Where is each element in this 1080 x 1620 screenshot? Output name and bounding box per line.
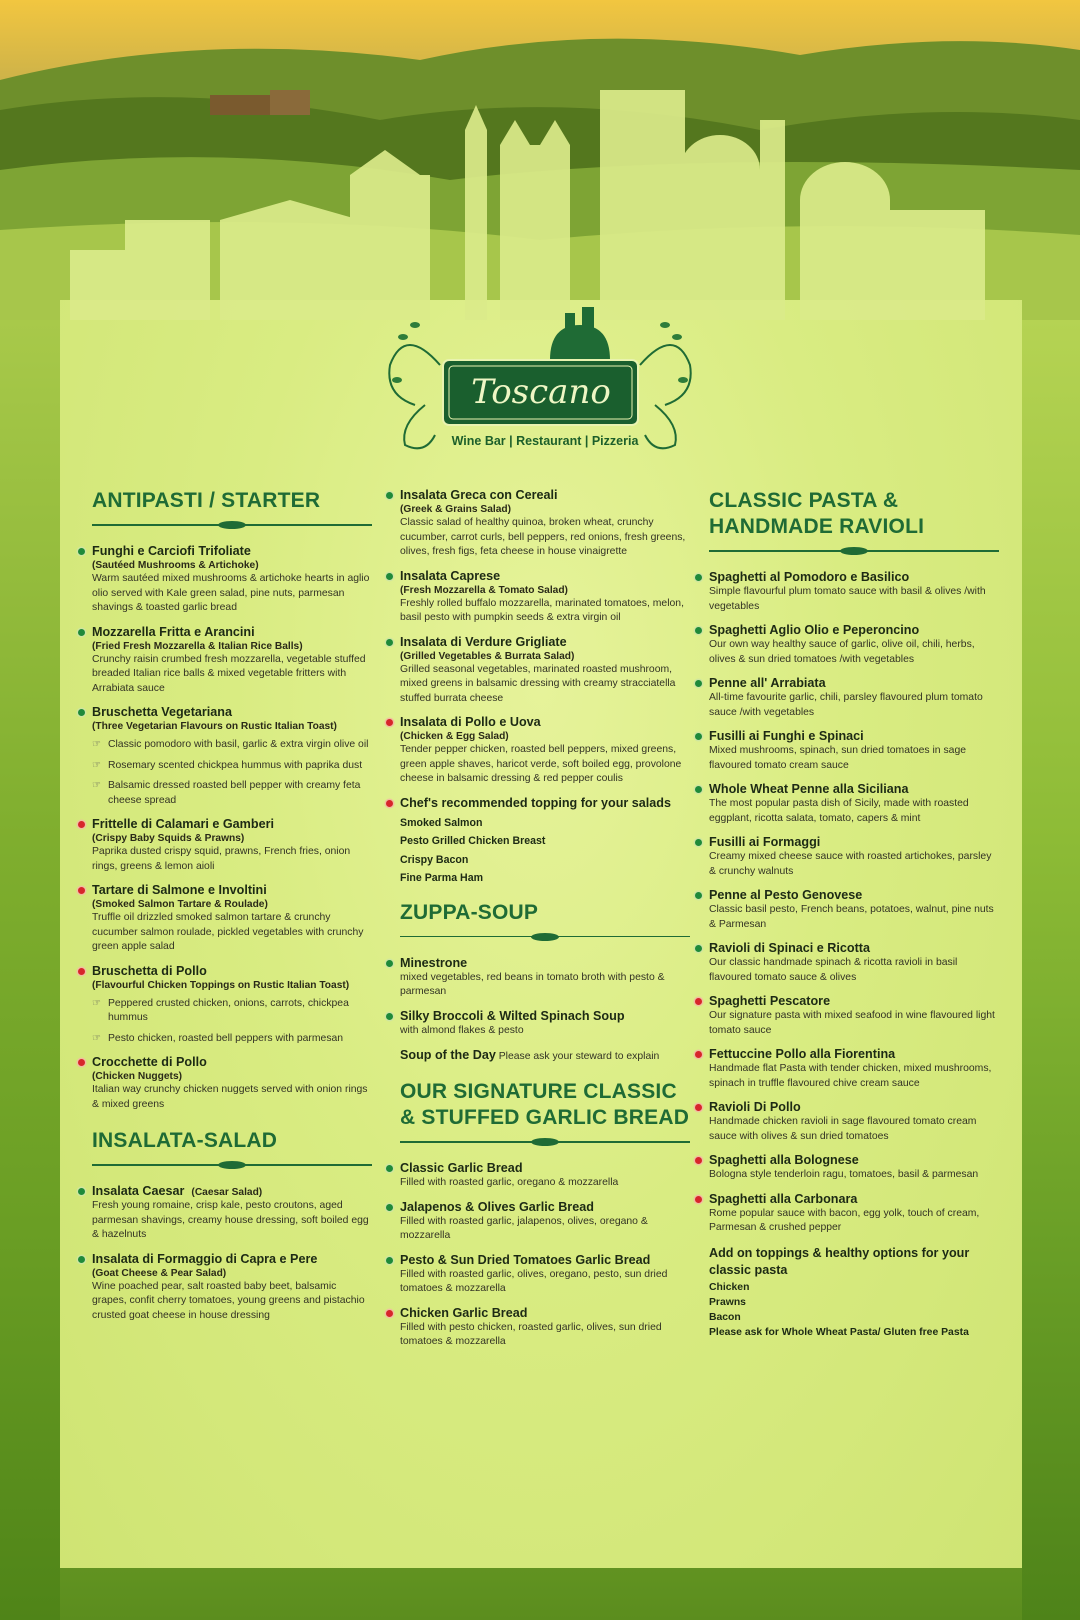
item-name: Bruschetta di Pollo: [92, 963, 207, 978]
addon-item: Prawns: [709, 1296, 746, 1308]
section-divider: [92, 520, 372, 530]
menu-item: [709, 994, 999, 1038]
non-veg-icon: [386, 719, 393, 726]
item-description: mixed vegetables, red beans in tomato broth with pesto & parmesan: [400, 971, 665, 997]
soup-of-the-day: Soup of the Day Please ask your steward to explain: [400, 1048, 660, 1062]
item-description: Grilled seasonal vegetables, marinated roasted mushroom, mixed greens in balsamic dressing with creamy stracciatella stuffed burrata cheese: [400, 663, 676, 704]
non-veg-icon: [695, 998, 702, 1005]
item-description: Freshly rolled buffalo mozzarella, marinated tomatoes, melon, basil pesto with pumpkin seeds & extra virgin oil: [400, 597, 684, 623]
veg-icon: [695, 680, 702, 687]
non-veg-icon: [78, 821, 85, 828]
toppings-title: Chef's recommended topping for your salads: [400, 795, 672, 810]
veg-icon: [78, 1256, 85, 1263]
item-description: Handmade flat Pasta with tender chicken, mixed mushrooms, spinach in truffle flavoured chive cream sauce: [709, 1063, 992, 1089]
non-veg-icon: [386, 1310, 393, 1317]
item-description: Tender pepper chicken, roasted bell peppers, mixed greens, green apple shaves, haricot verde, soft boiled egg, provolone cheese in balsamic dressing & red pepper coulis: [400, 744, 682, 784]
item-name: Funghi e Carciofi Trifoliate: [92, 544, 251, 558]
menu-item: [92, 544, 372, 616]
menu-item: [709, 570, 999, 614]
topping-item: Pesto Grilled Chicken Breast: [400, 835, 546, 847]
item-name: Ravioli di Spinaci e Ricotta: [709, 941, 870, 955]
item-description: Classic salad of healthy quinoa, broken wheat, crunchy cucumber, carrot curls, bell peppers, red onions, fresh greens, olives, fresh figs, feta cheese in house vinaigrette: [400, 517, 686, 557]
item-description: Filled with roasted garlic, olives, oregano, pesto, sun dried tomatoes & mozzarella: [400, 1268, 668, 1294]
menu-item: [709, 729, 999, 773]
logo-wordmark: Toscano: [471, 372, 611, 412]
menu-item: [92, 1184, 372, 1243]
menu-item: [709, 1153, 999, 1183]
veg-icon: [695, 627, 702, 634]
menu-item: [709, 1100, 999, 1144]
section-title-insalata: INSALATA-SALAD: [92, 1129, 278, 1152]
section-title-garlic-bread: OUR SIGNATURE CLASSIC & STUFFED GARLIC BREAD: [400, 1080, 690, 1129]
item-name: Chicken Garlic Bread: [400, 1305, 528, 1320]
item-name: Mozzarella Fritta e Arancini: [92, 624, 255, 639]
item-subtitle: (Crispy Baby Squids & Prawns): [92, 833, 245, 844]
item-name: Insalata Caprese: [400, 568, 501, 583]
item-name: Penne all' Arrabiata: [709, 676, 826, 690]
item-name: Bruschetta Vegetariana: [92, 705, 232, 719]
item-name: Spaghetti Aglio Olio e Peperoncino: [709, 623, 920, 637]
item-name: Fusilli ai Funghi e Spinaci: [709, 729, 864, 743]
item-description: Our signature pasta with mixed seafood in wine flavoured light tomato sauce: [709, 1010, 995, 1036]
item-description: Creamy mixed cheese sauce with roasted artichokes, parsley & crunchy walnuts: [709, 851, 992, 877]
item-option: ☞ Classic pomodoro with basil, garlic & extra virgin olive oil: [92, 738, 372, 753]
item-name: Ravioli Di Pollo: [709, 1100, 801, 1114]
menu-item: [400, 635, 690, 707]
item-option: ☞ Peppered crusted chicken, onions, carrots, chickpea hummus: [92, 997, 372, 1026]
item-subtitle: (Flavourful Chicken Toppings on Rustic Italian Toast): [92, 979, 350, 991]
menu-item: [92, 1252, 372, 1324]
item-subtitle: (Fried Fresh Mozzarella & Italian Rice Balls): [92, 640, 303, 652]
menu-item: [400, 715, 690, 787]
item-description: Filled with roasted garlic, oregano & mozzarella: [400, 1177, 619, 1188]
item-name: Fusilli ai Formaggi: [709, 835, 821, 849]
menu-item: [92, 1055, 372, 1112]
column-2: [400, 488, 690, 1359]
menu-item: [709, 782, 999, 826]
menu-item: [400, 1253, 690, 1297]
item-name: Insalata di Pollo e Uova: [400, 715, 541, 729]
item-name: Minestrone: [400, 955, 468, 970]
item-description: Filled with pesto chicken, roasted garlic, olives, sun dried tomatoes & mozzarella: [400, 1321, 662, 1347]
menu-item: [709, 676, 999, 720]
item-name: Tartare di Salmone e Involtini: [92, 883, 267, 897]
menu-item: [709, 835, 999, 879]
veg-icon: [695, 574, 702, 581]
veg-icon: [695, 839, 702, 846]
veg-icon: [386, 1165, 393, 1172]
section-title-antipasti: ANTIPASTI / STARTER: [92, 489, 321, 512]
item-name: Jalapenos & Olives Garlic Bread: [400, 1199, 594, 1214]
item-description: Fresh young romaine, crisp kale, pesto croutons, aged parmesan shavings, creamy house dressing, soft boiled egg & hazelnuts: [92, 1200, 369, 1240]
veg-icon: [695, 733, 702, 740]
item-description: Classic basil pesto, French beans, potatoes, walnut, pine nuts & Parmesan: [709, 904, 994, 930]
item-name: Frittelle di Calamari e Gamberi: [92, 817, 274, 831]
menu-item: [400, 1009, 690, 1039]
item-name: Penne al Pesto Genovese: [709, 888, 863, 902]
item-subtitle: (Sautéed Mushrooms & Artichoke): [92, 560, 259, 571]
menu-item: [400, 488, 690, 560]
non-veg-icon: [78, 1059, 85, 1066]
menu-item: [709, 941, 999, 985]
item-description: Italian way crunchy chicken nuggets served with onion rings & mixed greens: [92, 1084, 368, 1110]
section-divider: [400, 1137, 690, 1147]
non-veg-icon: [695, 1051, 702, 1058]
veg-icon: [78, 709, 85, 716]
menu-item: [92, 817, 372, 874]
item-name: Crocchette di Pollo: [92, 1055, 207, 1069]
addon-item: Bacon: [709, 1311, 741, 1323]
item-name: Insalata di Formaggio di Capra e Pere: [92, 1251, 318, 1266]
non-veg-icon: [695, 1157, 702, 1164]
veg-icon: [695, 945, 702, 952]
item-subtitle: (Three Vegetarian Flavours on Rustic Italian Toast): [92, 721, 337, 732]
item-subtitle: (Goat Cheese & Pear Salad): [92, 1267, 227, 1279]
item-option: ☞ Rosemary scented chickpea hummus with paprika dust: [92, 759, 372, 774]
menu-item: [709, 1192, 999, 1236]
item-description: Rome popular sauce with bacon, egg yolk, touch of cream, Parmesan & crushed pepper: [709, 1207, 980, 1233]
veg-icon: [78, 1188, 85, 1195]
veg-icon: [78, 629, 85, 636]
left-landscape-border: [0, 320, 60, 1620]
section-divider: [400, 932, 690, 942]
item-description: Handmade chicken ravioli in sage flavoured tomato cream sauce with olives & sun dried tomatoes: [709, 1116, 977, 1142]
veg-icon: [78, 548, 85, 555]
menu-item: [400, 569, 690, 626]
topping-item: Crispy Bacon: [400, 853, 469, 866]
item-description: Filled with roasted garlic, jalapenos, olives, oregano & mozzarella: [400, 1215, 648, 1241]
menu-item: [400, 956, 690, 1000]
item-subtitle: (Greek & Grains Salad): [400, 504, 511, 515]
item-subtitle: (Smoked Salmon Tartare & Roulade): [92, 899, 268, 910]
menu-item: [92, 625, 372, 697]
veg-icon: [386, 573, 393, 580]
item-description: Our classic handmade spinach & ricotta ravioli in basil flavoured tomato sauce & olives: [709, 957, 958, 983]
item-name: Fettuccine Pollo alla Fiorentina: [709, 1047, 896, 1061]
item-description: Mixed mushrooms, spinach, sun dried tomatoes in sage flavoured tomato cream sauce: [709, 745, 967, 771]
menu-item: [709, 888, 999, 932]
item-description: All-time favourite garlic, chili, parsley flavoured plum tomato sauce /with vegetables: [709, 692, 983, 718]
item-description: Simple flavourful plum tomato sauce with basil & olives /with vegetables: [709, 586, 986, 612]
veg-icon: [695, 892, 702, 899]
right-landscape-border: [1022, 320, 1080, 1620]
non-veg-icon: [386, 800, 393, 807]
veg-icon: [386, 639, 393, 646]
section-divider: [709, 546, 999, 556]
item-name: Classic Garlic Bread: [400, 1161, 523, 1175]
salad-toppings: [400, 796, 690, 888]
item-subtitle: (Chicken Nuggets): [92, 1071, 182, 1082]
item-subtitle: (Chicken & Egg Salad): [400, 731, 509, 742]
item-name: Spaghetti alla Bolognese: [709, 1153, 859, 1167]
item-name: Pesto & Sun Dried Tomatoes Garlic Bread: [400, 1252, 651, 1267]
item-subtitle: (Fresh Mozzarella & Tomato Salad): [400, 584, 568, 596]
menu-item: [400, 1200, 690, 1244]
menu-item: [709, 623, 999, 667]
addon-item: Chicken: [709, 1281, 750, 1293]
item-name: Insalata Caesar (Caesar Salad): [92, 1184, 263, 1198]
item-description: Bologna style tenderloin ragu, tomatoes, basil & parmesan: [709, 1169, 979, 1180]
addons-list: [709, 1280, 999, 1340]
section-title-zuppa: ZUPPA-SOUP: [400, 900, 539, 924]
item-option: ☞ Pesto chicken, roasted bell peppers with parmesan: [92, 1032, 372, 1047]
item-name: Silky Broccoli & Wilted Spinach Soup: [400, 1008, 625, 1023]
pasta-list: [709, 570, 999, 1236]
veg-icon: [695, 786, 702, 793]
veg-icon: [386, 1204, 393, 1211]
addon-item: Please ask for Whole Wheat Pasta/ Gluten free Pasta: [709, 1326, 969, 1338]
item-description: Our own way healthy sauce of garlic, olive oil, chili, herbs, olives & sun dried tomatoes /with vegetables: [709, 639, 975, 665]
item-description: Crunchy raisin crumbed fresh mozzarella, vegetable stuffed breaded Italian rice balls & mixed vegetable fritters with Arrabiata sauce: [92, 653, 366, 694]
menu-item: [709, 1047, 999, 1091]
section-divider: [92, 1160, 372, 1170]
item-name: Insalata Greca con Cereali: [400, 488, 558, 502]
item-name: Spaghetti Pescatore: [709, 994, 831, 1008]
item-description: The most popular pasta dish of Sicily, made with roasted eggplant, ricotta salata, tomato, capers & mint: [709, 798, 969, 824]
menu-item: [92, 705, 372, 808]
non-veg-icon: [78, 887, 85, 894]
topping-item: Fine Parma Ham: [400, 872, 484, 884]
item-name: Spaghetti al Pomodoro e Basilico: [709, 570, 910, 584]
veg-icon: [386, 1257, 393, 1264]
column-1: [92, 488, 372, 1332]
item-name: Insalata di Verdure Grigliate: [400, 634, 567, 649]
menu-item: [400, 1306, 690, 1350]
item-description: Wine poached pear, salt roasted baby beet, balsamic grapes, confit cherry tomatoes, young greens and pistachio crusted goat cheese in house dressing: [92, 1280, 365, 1321]
veg-icon: [386, 960, 393, 967]
tagline: Wine Bar | Restaurant | Pizzeria: [451, 434, 639, 448]
item-option: ☞ Balsamic dressed roasted bell pepper with creamy feta cheese spread: [92, 779, 372, 808]
column-3: [709, 488, 999, 1340]
item-description: Warm sautéed mixed mushrooms & artichoke hearts in aglio olio served with Kale green salad, pine nuts, parmesan shavings & toasted garlic bread: [92, 573, 370, 613]
addons-title: Add on toppings & healthy options for your classic pasta: [709, 1245, 970, 1277]
non-veg-icon: [78, 968, 85, 975]
section-title-pasta: CLASSIC PASTA & HANDMADE RAVIOLI: [709, 489, 925, 538]
item-name: Whole Wheat Penne alla Siciliana: [709, 782, 909, 796]
menu-item: [400, 1161, 690, 1191]
menu-item: [92, 964, 372, 1047]
menu-item: [92, 883, 372, 955]
item-name: Spaghetti alla Carbonara: [709, 1191, 858, 1206]
topping-item: Smoked Salmon: [400, 816, 483, 829]
item-description: with almond flakes & pesto: [400, 1024, 524, 1036]
item-description: Paprika dusted crispy squid, prawns, French fries, onion rings, greens & lemon aioli: [92, 846, 351, 872]
veg-icon: [386, 492, 393, 499]
non-veg-icon: [695, 1196, 702, 1203]
italian-skyline-illustration: [60, 90, 1022, 320]
non-veg-icon: [695, 1104, 702, 1111]
item-description: Truffle oil drizzled smoked salmon tartare & crunchy cucumber salmon roulade, pickled vegetables with crunchy green apple salad: [92, 912, 364, 952]
veg-icon: [386, 1013, 393, 1020]
item-subtitle: (Grilled Vegetables & Burrata Salad): [400, 650, 575, 662]
